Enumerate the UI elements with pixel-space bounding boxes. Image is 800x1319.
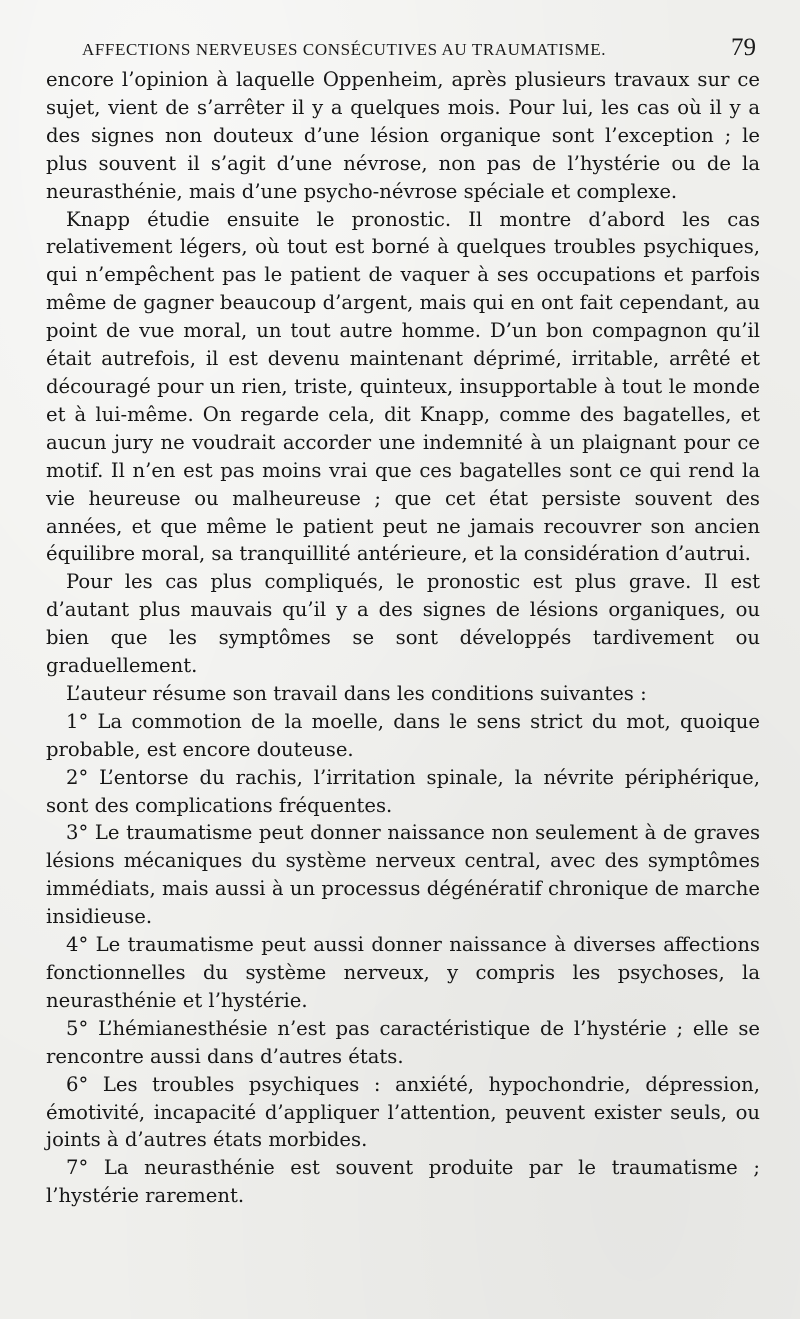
conclusion-item-5: 5° L’hémianesthésie n’est pas caractéristique de l’hystérie ; elle se rencontre aussi dans d’autres états. xyxy=(46,1016,760,1068)
paragraph-continued: encore l’opinion à laquelle Oppenheim, après plusieurs travaux sur ce sujet, vient de s’arrêter il y a quelques mois. Pour lui, les cas où il y a des signes non douteux d’une lésion organique sont l’exception ; le plus souvent il s’agit d’une névrose, non pas de l’hystérie ou de la neurasthénie, mais d’une psycho-névrose spéciale et complexe. xyxy=(46,68,760,203)
conclusion-item-1: 1° La commotion de la moelle, dans le sens strict du mot, quoique probable, est encore douteuse. xyxy=(46,709,760,761)
body-text xyxy=(46,66,760,1210)
paragraph-prognosis: Knapp étudie ensuite le pronostic. Il montre d’abord les cas relativement légers, où tout est borné à quelques troubles psychiques, qui n’empêchent pas le patient de vaquer à ses occupations et parfois même de gagner beaucoup d’argent, mais qui en ont fait cependant, au point de vue moral, un tout autre homme. D’un bon compagnon qu’il était autrefois, il est devenu maintenant déprimé, irritable, arrêté et découragé pour un rien, triste, quinteux, insupportable à tout le monde et à lui-même. On regarde cela, dit Knapp, comme des bagatelles, et aucun jury ne voudrait accorder une indemnité à un plaignant pour ce motif. Il n’en est pas moins vrai que ces bagatelles sont ce qui rend la vie heureuse ou malheureuse ; que cet état persiste souvent des années, et que même le patient peut ne jamais recouvrer son ancien équilibre moral, sa tranquillité antérieure, et la considération d’autrui. xyxy=(46,207,760,566)
conclusion-item-7: 7° La neurasthénie est souvent produite par le traumatisme ; l’hystérie rarement. xyxy=(46,1156,760,1208)
conclusion-item-6: 6° Les troubles psychiques : anxiété, hypochondrie, dépression, émotivité, incapacité d’appliquer l’attention, peuvent exister seuls, ou joints à d’autres états morbides. xyxy=(46,1072,760,1152)
running-title: AFFECTIONS NERVEUSES CONSÉCUTIVES AU TRAUMATISME. xyxy=(82,40,607,59)
paragraph-summary-intro: L’auteur résume son travail dans les conditions suivantes : xyxy=(66,681,647,705)
page-header xyxy=(46,34,760,66)
conclusion-item-4: 4° Le traumatisme peut aussi donner naissance à diverses affections fonctionnelles du système nerveux, y compris les psychoses, la neurasthénie et l’hystérie. xyxy=(46,933,760,1012)
conclusion-item-3: 3° Le traumatisme peut donner naissance non seulement à de graves lésions mécaniques du système nerveux central, avec des symptômes immédiats, mais aussi à un processus dégénératif chronique de marche insidieuse. xyxy=(46,821,760,929)
paragraph-complicated-cases: Pour les cas plus compliqués, le pronostic est plus grave. Il est d’autant plus mauvais qu’il y a des signes de lésions organiques, ou bien que les symptômes se sont développés tardivement ou graduellement. xyxy=(46,570,760,678)
conclusion-item-2: 2° L’entorse du rachis, l’irritation spinale, la névrite périphérique, sont des complications fréquentes. xyxy=(46,765,760,817)
page-number: 79 xyxy=(731,34,756,61)
